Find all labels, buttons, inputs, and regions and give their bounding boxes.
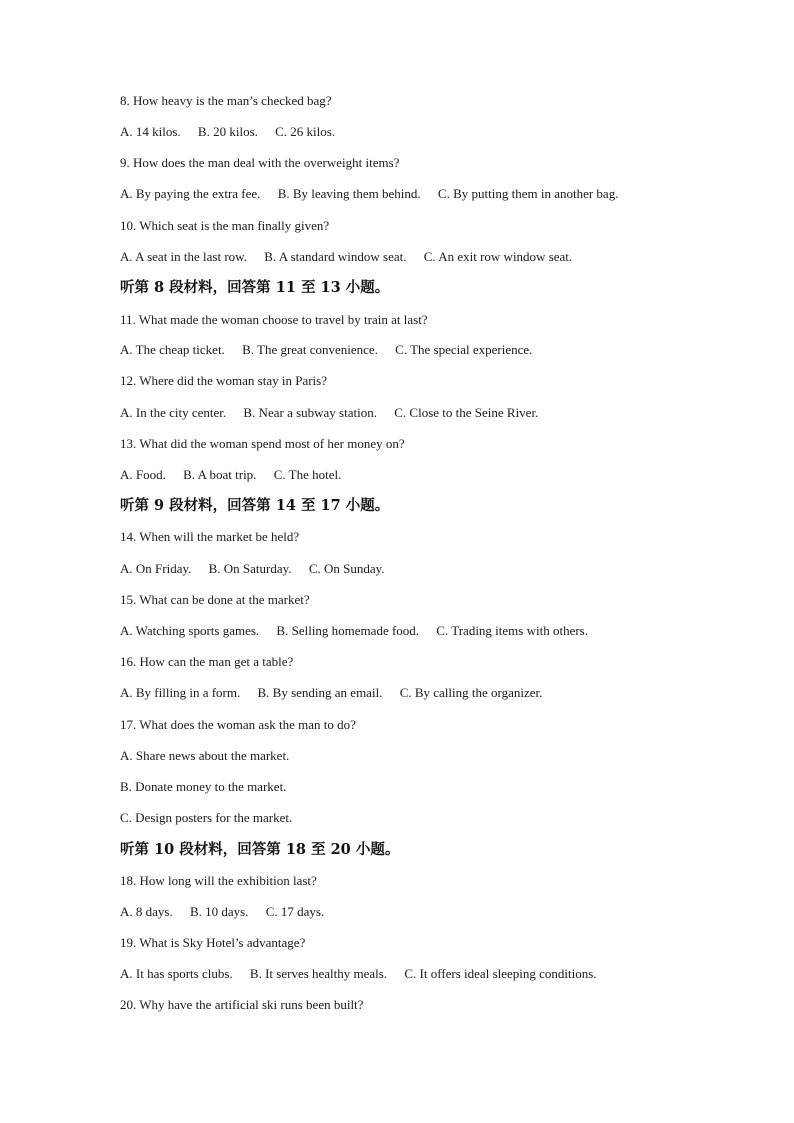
option-a: A. By filling in a form.	[120, 685, 241, 700]
section-10-heading: 听第 10 段材料，回答第 18 至 20 小题。	[120, 841, 400, 858]
option-b: B. The great convenience.	[242, 342, 378, 357]
option-c: C. 17 days.	[265, 904, 325, 919]
option-b: B. Near a subway station.	[243, 405, 377, 420]
question-17-option-a: A. Share news about the market.	[120, 748, 290, 763]
question-15-options	[120, 623, 588, 639]
option-c: C. 26 kilos.	[275, 124, 336, 139]
question-12-options	[120, 405, 538, 421]
option-c: C. Trading items with others.	[436, 623, 588, 638]
option-c: C. By calling the organizer.	[399, 685, 543, 700]
question-9-stem: 9. How does the man deal with the overweight items?	[120, 155, 400, 170]
question-15-stem: 15. What can be done at the market?	[120, 592, 310, 607]
option-c: C. It offers ideal sleeping conditions.	[404, 966, 597, 981]
option-b: B. Selling homemade food.	[276, 623, 420, 638]
question-19-stem: 19. What is Sky Hotel’s advantage?	[120, 935, 306, 950]
question-18-options	[120, 904, 324, 920]
question-16-options	[120, 685, 542, 701]
option-a: A. Watching sports games.	[120, 623, 260, 638]
question-13-options	[120, 467, 341, 483]
question-18-stem: 18. How long will the exhibition last?	[120, 873, 317, 888]
question-8-options	[120, 124, 335, 140]
question-19-options	[120, 966, 597, 982]
question-14-stem: 14. When will the market be held?	[120, 529, 300, 544]
question-16-stem: 16. How can the man get a table?	[120, 654, 294, 669]
option-c: C. The hotel.	[273, 467, 342, 482]
question-11-stem: 11. What made the woman choose to travel by train at last?	[120, 312, 428, 327]
option-a: A. 14 kilos.	[120, 124, 181, 139]
option-a: A. 8 days.	[120, 904, 173, 919]
option-b: B. 10 days.	[189, 904, 249, 919]
question-10-options	[120, 249, 572, 265]
question-17-option-b: B. Donate money to the market.	[120, 779, 287, 794]
option-c: C. On Sunday.	[308, 561, 385, 576]
section-8-heading: 听第 8 段材料，回答第 11 至 13 小题。	[120, 279, 390, 296]
option-c: C. An exit row window seat.	[423, 249, 573, 264]
option-b: B. By leaving them behind.	[277, 186, 421, 201]
question-8-stem: 8. How heavy is the man’s checked bag?	[120, 93, 332, 108]
question-13-stem: 13. What did the woman spend most of her money on?	[120, 436, 405, 451]
option-b: B. On Saturday.	[208, 561, 292, 576]
question-12-stem: 12. Where did the woman stay in Paris?	[120, 373, 327, 388]
option-b: B. A boat trip.	[183, 467, 257, 482]
option-a: A. A seat in the last row.	[120, 249, 247, 264]
question-11-options	[120, 342, 532, 358]
option-b: B. It serves healthy meals.	[249, 966, 388, 981]
option-b: B. A standard window seat.	[264, 249, 407, 264]
question-17-option-c: C. Design posters for the market.	[120, 810, 293, 825]
question-14-options	[120, 561, 385, 577]
option-a: A. Food.	[120, 467, 166, 482]
option-a: A. It has sports clubs.	[120, 966, 233, 981]
option-a: A. By paying the extra fee.	[120, 186, 261, 201]
option-b: B. By sending an email.	[257, 685, 383, 700]
question-20-stem: 20. Why have the artificial ski runs been built?	[120, 997, 364, 1012]
option-a: A. The cheap ticket.	[120, 342, 225, 357]
question-17-stem: 17. What does the woman ask the man to do?	[120, 717, 356, 732]
option-b: B. 20 kilos.	[197, 124, 258, 139]
question-10-stem: 10. Which seat is the man finally given?	[120, 218, 330, 233]
option-c: C. By putting them in another bag.	[437, 186, 619, 201]
option-a: A. On Friday.	[120, 561, 192, 576]
option-c: C. Close to the Seine River.	[394, 405, 539, 420]
question-9-options	[120, 186, 618, 202]
option-c: C. The special experience.	[395, 342, 533, 357]
option-a: A. In the city center.	[120, 405, 227, 420]
section-9-heading: 听第 9 段材料，回答第 14 至 17 小题。	[120, 497, 390, 514]
